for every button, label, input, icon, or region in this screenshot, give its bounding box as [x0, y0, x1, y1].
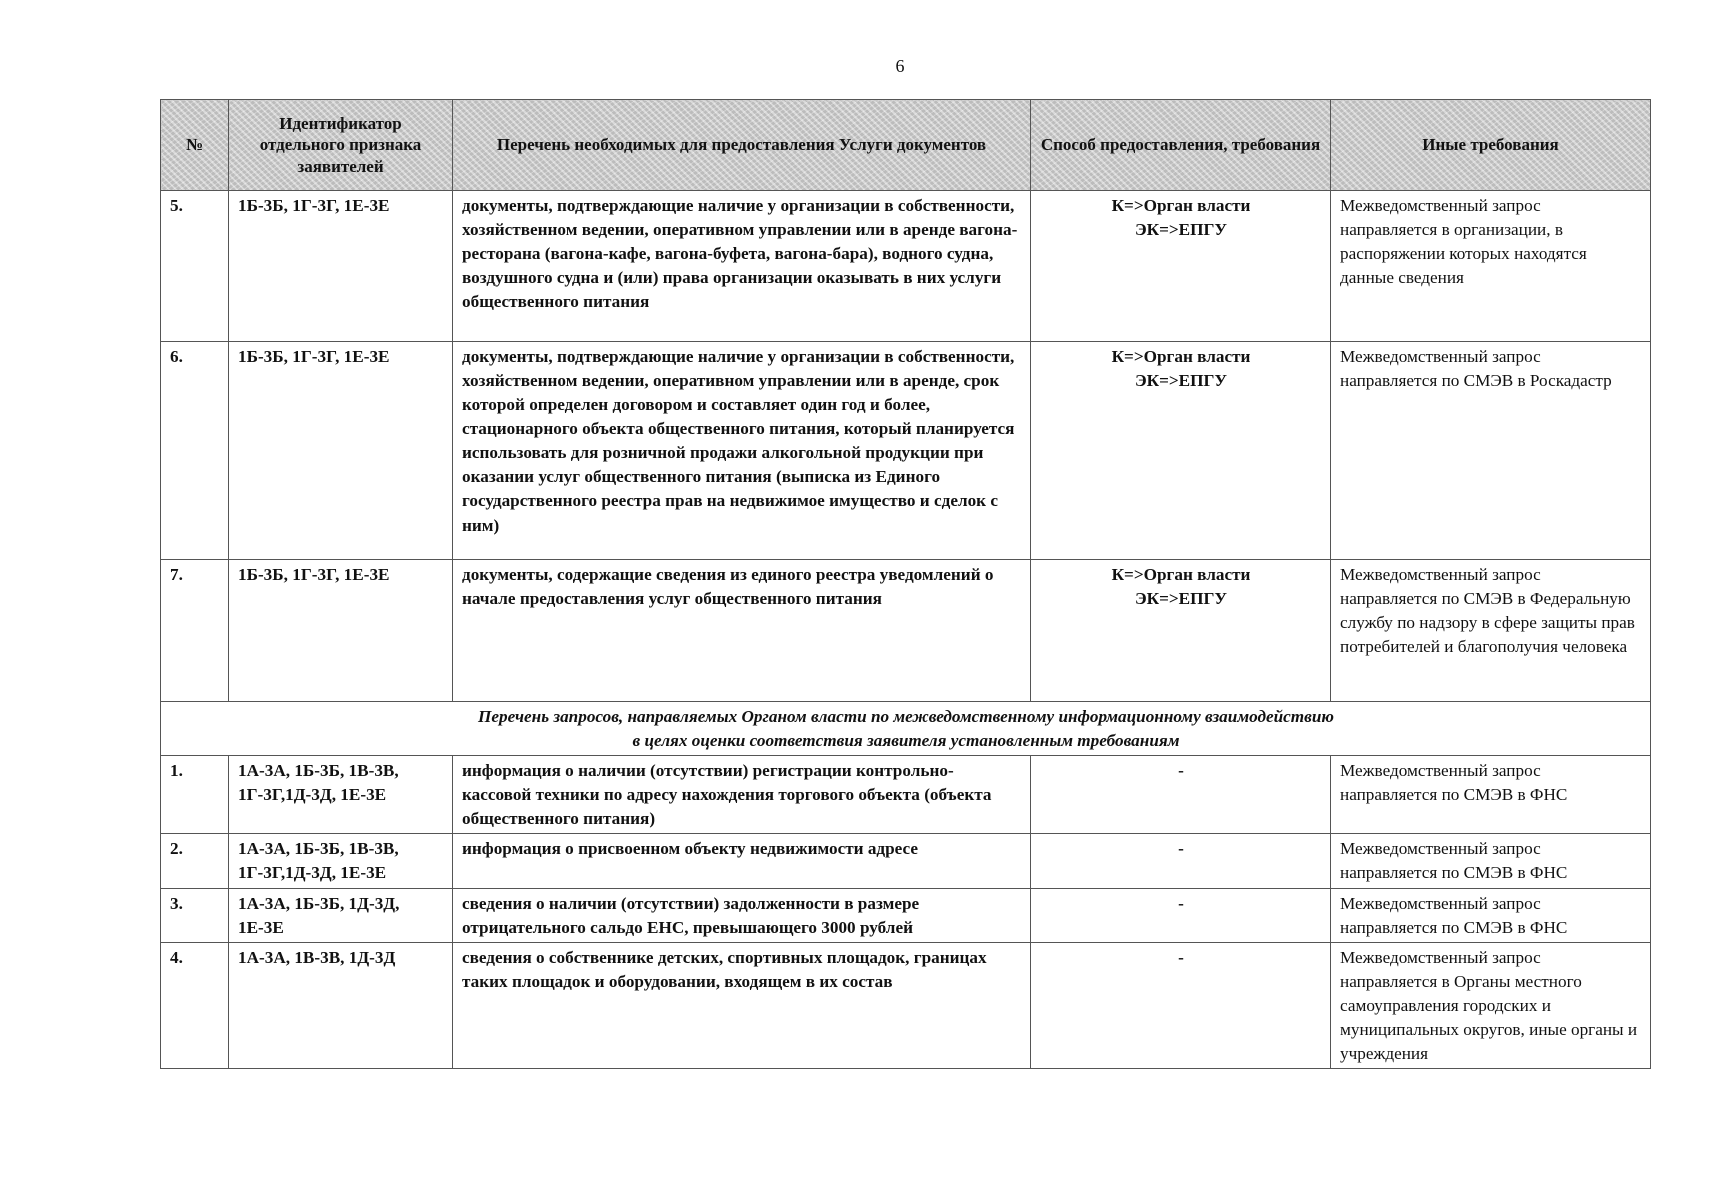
row-other-requirements: Межведомственный запрос направляется по СМЭВ в ФНС — [1331, 834, 1651, 888]
row-other-requirements: Межведомственный запрос направляется по СМЭВ в Федеральную службу по надзору в сфере защиты прав потребителей и благополучия человека — [1331, 560, 1651, 702]
row-number: 6. — [161, 342, 229, 560]
row-identifiers: 1А-3А, 1Б-3Б, 1Д-3Д, 1Е-3Е — [229, 888, 453, 942]
table-row — [161, 834, 1651, 888]
table-row — [161, 756, 1651, 834]
section-title-row — [161, 702, 1651, 756]
row-method — [1031, 560, 1331, 702]
row-identifiers: 1Б-3Б, 1Г-3Г, 1Е-3Е — [229, 342, 453, 560]
row-number: 7. — [161, 560, 229, 702]
header-method: Способ предоставления, требования — [1031, 100, 1331, 191]
row-method — [1031, 342, 1331, 560]
row-other-requirements: Межведомственный запрос направляется по СМЭВ в Роскадастр — [1331, 342, 1651, 560]
table-row — [161, 560, 1651, 702]
header-identifier: Идентификатор отдельного признака заявителей — [229, 100, 453, 191]
row-identifiers: 1Б-3Б, 1Г-3Г, 1Е-3Е — [229, 191, 453, 342]
row-other-requirements: Межведомственный запрос направляется в организации, в распоряжении которых находятся данные сведения — [1331, 191, 1651, 342]
row-other-requirements: Межведомственный запрос направляется по СМЭВ в ФНС — [1331, 756, 1651, 834]
method-line: ЭК=>ЕПГУ — [1134, 220, 1228, 240]
section-title — [161, 702, 1651, 756]
row-number: 2. — [161, 834, 229, 888]
header-documents: Перечень необходимых для предоставления Услуги документов — [453, 100, 1031, 191]
method-line: К=>Орган власти — [1111, 196, 1251, 215]
table-row — [161, 191, 1651, 342]
method-line: ЭК=>ЕПГУ — [1134, 371, 1228, 391]
page-number: 6 — [895, 56, 905, 76]
row-method: - — [1031, 942, 1331, 1068]
table-row — [161, 888, 1651, 942]
table-header-row — [161, 100, 1651, 191]
row-identifiers: 1А-3А, 1Б-3Б, 1В-3В, 1Г-3Г,1Д-3Д, 1Е-3Е — [229, 834, 453, 888]
row-documents: документы, подтверждающие наличие у организации в собственности, хозяйственном ведении, оперативном управлении или в аренде, срок которой определен договором и составляет один год и более, стационарного объекта общественного питания, который планируется использовать для розничной продажи алкогольной продукции при оказании услуг общественного питания (выписка из Единого государственного реестра прав на недвижимое имущество и сделок с ним) — [453, 342, 1031, 560]
row-number: 5. — [161, 191, 229, 342]
row-identifiers: 1А-3А, 1Б-3Б, 1В-3В, 1Г-3Г,1Д-3Д, 1Е-3Е — [229, 756, 453, 834]
method-line: К=>Орган власти — [1111, 565, 1251, 584]
row-number: 1. — [161, 756, 229, 834]
method-line: ЭК=>ЕПГУ — [1134, 589, 1228, 609]
row-number: 3. — [161, 888, 229, 942]
header-other-requirements: Иные требования — [1331, 100, 1651, 191]
row-documents: сведения о наличии (отсутствии) задолженности в размере отрицательного сальдо ЕНС, превышающего 3000 рублей — [453, 888, 1031, 942]
row-method — [1031, 191, 1331, 342]
row-documents: документы, подтверждающие наличие у организации в собственности, хозяйственном ведении, оперативном управлении или в аренде вагона-ресторана (вагона-кафе, вагона-буфета, вагона-бара), водного судна, воздушного судна и (или) права организации оказывать в них услуги общественного питания — [453, 191, 1031, 342]
row-other-requirements: Межведомственный запрос направляется по СМЭВ в ФНС — [1331, 888, 1651, 942]
section-title-line: в целях оценки соответствия заявителя установленным требованиям — [632, 731, 1180, 751]
header-number: № — [161, 100, 229, 191]
row-other-requirements: Межведомственный запрос направляется в Органы местного самоуправления городских и муниципальных округов, иные органы и учреждения — [1331, 942, 1651, 1068]
row-identifiers: 1Б-3Б, 1Г-3Г, 1Е-3Е — [229, 560, 453, 702]
table-row — [161, 942, 1651, 1068]
row-method: - — [1031, 888, 1331, 942]
row-documents: сведения о собственнике детских, спортивных площадок, границах таких площадок и оборудовании, входящем в их состав — [453, 942, 1031, 1068]
row-documents: документы, содержащие сведения из единого реестра уведомлений о начале предоставления услуг общественного питания — [453, 560, 1031, 702]
table-row — [161, 342, 1651, 560]
row-documents: информация о присвоенном объекту недвижимости адресе — [453, 834, 1031, 888]
row-identifiers: 1А-3А, 1В-3В, 1Д-3Д — [229, 942, 453, 1068]
method-line: К=>Орган власти — [1111, 347, 1251, 366]
section-title-line: Перечень запросов, направляемых Органом власти по межведомственному информационному взаимодействию — [478, 707, 1334, 726]
row-number: 4. — [161, 942, 229, 1068]
row-method: - — [1031, 834, 1331, 888]
documents-table — [160, 99, 1651, 1069]
row-method: - — [1031, 756, 1331, 834]
row-documents: информация о наличии (отсутствии) регистрации контрольно-кассовой техники по адресу нахождения торгового объекта (объекта общественного питания) — [453, 756, 1031, 834]
